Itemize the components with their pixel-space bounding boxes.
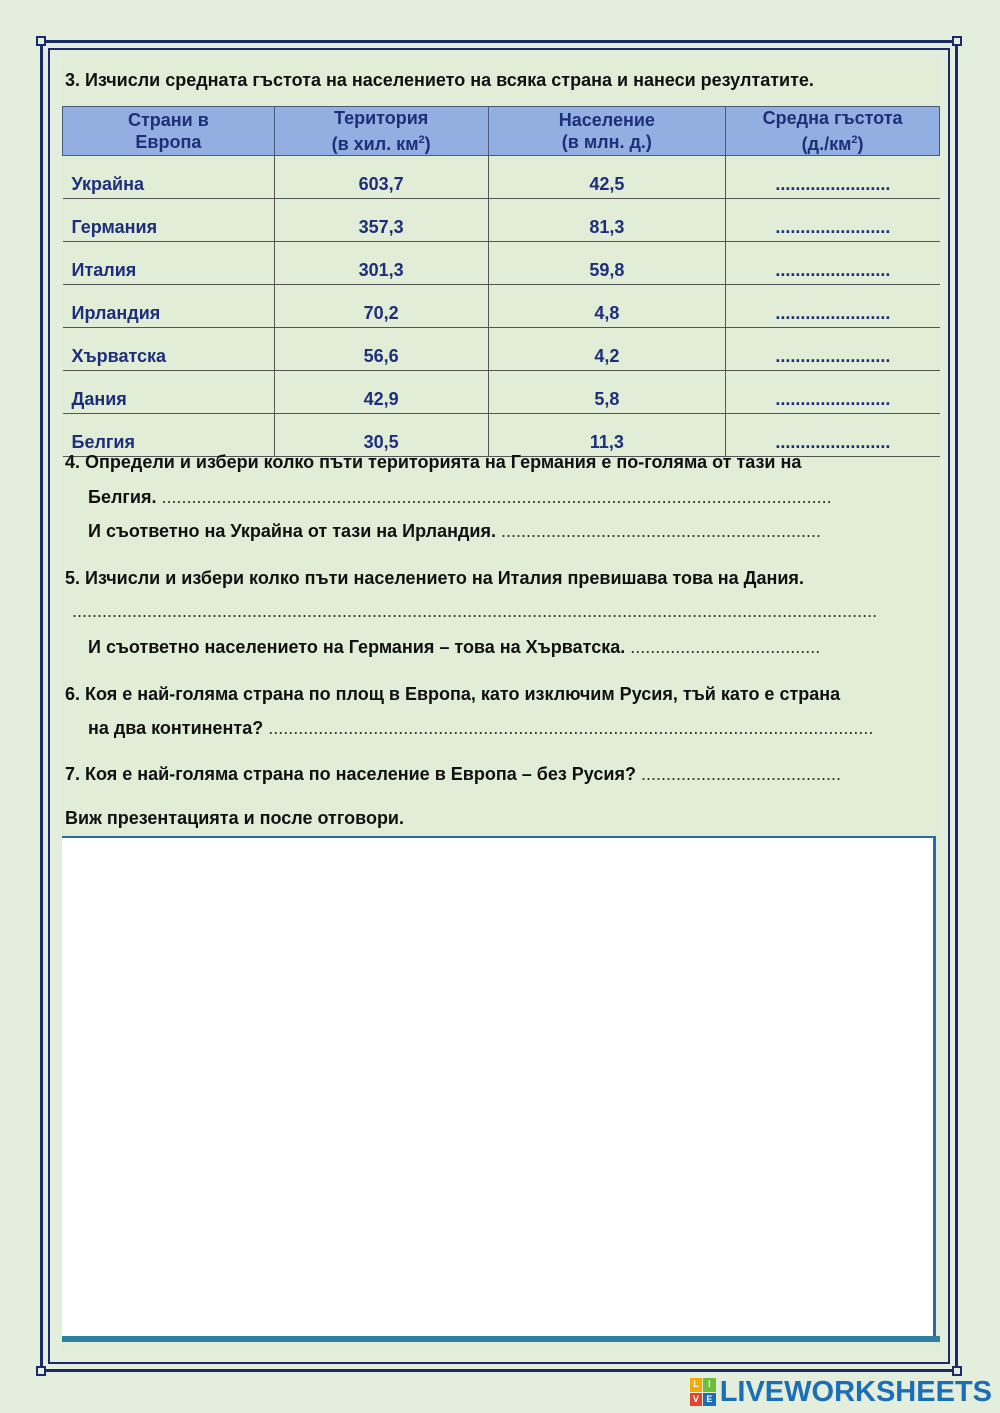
question-4-line2: Белгия. ...................................................................................................................................... bbox=[88, 487, 832, 507]
logo-text: LIVEWORKSHEETS bbox=[719, 1375, 992, 1408]
territory-cell: 42,9 bbox=[274, 371, 488, 414]
territory-cell: 603,7 bbox=[274, 156, 488, 199]
question-7: 7. Коя е най-голяма страна по население в Европа – без Русия? ........................................ bbox=[65, 764, 841, 784]
density-input[interactable]: ....................... bbox=[726, 156, 940, 199]
table-row bbox=[63, 285, 940, 328]
question-4-line3: И съответно на Украйна от тази на Ирландия. ................................................................ bbox=[88, 521, 822, 541]
presentation-answer-box[interactable] bbox=[62, 836, 936, 1340]
country-cell: Дания bbox=[63, 371, 275, 414]
country-cell: Германия bbox=[63, 199, 275, 242]
density-input[interactable]: ....................... bbox=[726, 242, 940, 285]
territory-cell: 30,5 bbox=[274, 414, 488, 457]
answer-7-input[interactable]: ........................................ bbox=[640, 764, 841, 784]
density-input[interactable]: ....................... bbox=[726, 285, 940, 328]
question-6-line2: на два континента? ......................................................................................................................... bbox=[88, 718, 874, 738]
territory-cell: 70,2 bbox=[274, 285, 488, 328]
country-cell: Ирландия bbox=[63, 285, 275, 328]
answer-4b-input[interactable]: ................................................................ bbox=[500, 521, 822, 541]
header-density: Средна гъстота $(д./км^2)$ bbox=[726, 107, 940, 156]
border-corner bbox=[952, 36, 962, 46]
table-row bbox=[63, 371, 940, 414]
density-input[interactable]: ....................... bbox=[726, 199, 940, 242]
question-5-line3: И съответно населението на Германия – това на Хърватска. ...................................... bbox=[88, 637, 821, 657]
table-row bbox=[63, 328, 940, 371]
instruction-text: Виж презентацията и после отговори. bbox=[65, 808, 405, 828]
density-input[interactable]: ....................... bbox=[726, 328, 940, 371]
question-4: 4. Определи и избери колко пъти територията на Германия е по-голяма от тази на bbox=[65, 452, 802, 472]
answer-5b-input[interactable]: ...................................... bbox=[630, 637, 821, 657]
population-cell: 59,8 bbox=[488, 242, 726, 285]
country-cell: Италия bbox=[63, 242, 275, 285]
population-table bbox=[62, 106, 940, 457]
header-territory: Територия (в хил. $км^2$) bbox=[274, 107, 488, 156]
answer-4a-input[interactable]: ...................................................................................................................................... bbox=[161, 487, 832, 507]
question-3: 3. Изчисли средната гъстота на населението на всяка страна и нанеси резултатите. bbox=[65, 70, 814, 90]
country-cell: Хърватска bbox=[63, 328, 275, 371]
header-countries: Страни в Европа bbox=[63, 107, 275, 156]
density-input[interactable]: ....................... bbox=[726, 371, 940, 414]
population-cell: 42,5 bbox=[488, 156, 726, 199]
border-corner bbox=[36, 36, 46, 46]
header-population: Население (в млн. д.) bbox=[488, 107, 726, 156]
table-row bbox=[63, 199, 940, 242]
logo-mark-icon: L I V E bbox=[690, 1378, 716, 1406]
country-cell: Украйна bbox=[63, 156, 275, 199]
answer-box-bottom-bar bbox=[62, 1336, 940, 1342]
table-row bbox=[63, 414, 940, 457]
population-cell: 5,8 bbox=[488, 371, 726, 414]
population-cell: 81,3 bbox=[488, 199, 726, 242]
question-6: 6. Коя е най-голяма страна по площ в Европа, като изключим Русия, тъй като е страна bbox=[65, 684, 841, 704]
answer-5a-input[interactable]: ................................................................................................................................................................. bbox=[72, 601, 878, 621]
table-row bbox=[63, 242, 940, 285]
worksheet bbox=[62, 58, 940, 1353]
question-5: 5. Изчисли и избери колко пъти населението на Италия превишава това на Дания. bbox=[65, 568, 804, 588]
density-input[interactable]: ....................... bbox=[726, 414, 940, 457]
question-5-line2 bbox=[72, 601, 877, 622]
territory-cell: 56,6 bbox=[274, 328, 488, 371]
border-corner bbox=[36, 1366, 46, 1376]
population-cell: 11,3 bbox=[488, 414, 726, 457]
territory-cell: 301,3 bbox=[274, 242, 488, 285]
population-cell: 4,2 bbox=[488, 328, 726, 371]
population-cell: 4,8 bbox=[488, 285, 726, 328]
country-cell: Белгия bbox=[63, 414, 275, 457]
territory-cell: 357,3 bbox=[274, 199, 488, 242]
answer-6-input[interactable]: ......................................................................................................................... bbox=[268, 718, 874, 738]
table-header-row bbox=[63, 107, 940, 156]
table-row bbox=[63, 156, 940, 199]
liveworksheets-logo[interactable] bbox=[690, 1375, 992, 1409]
